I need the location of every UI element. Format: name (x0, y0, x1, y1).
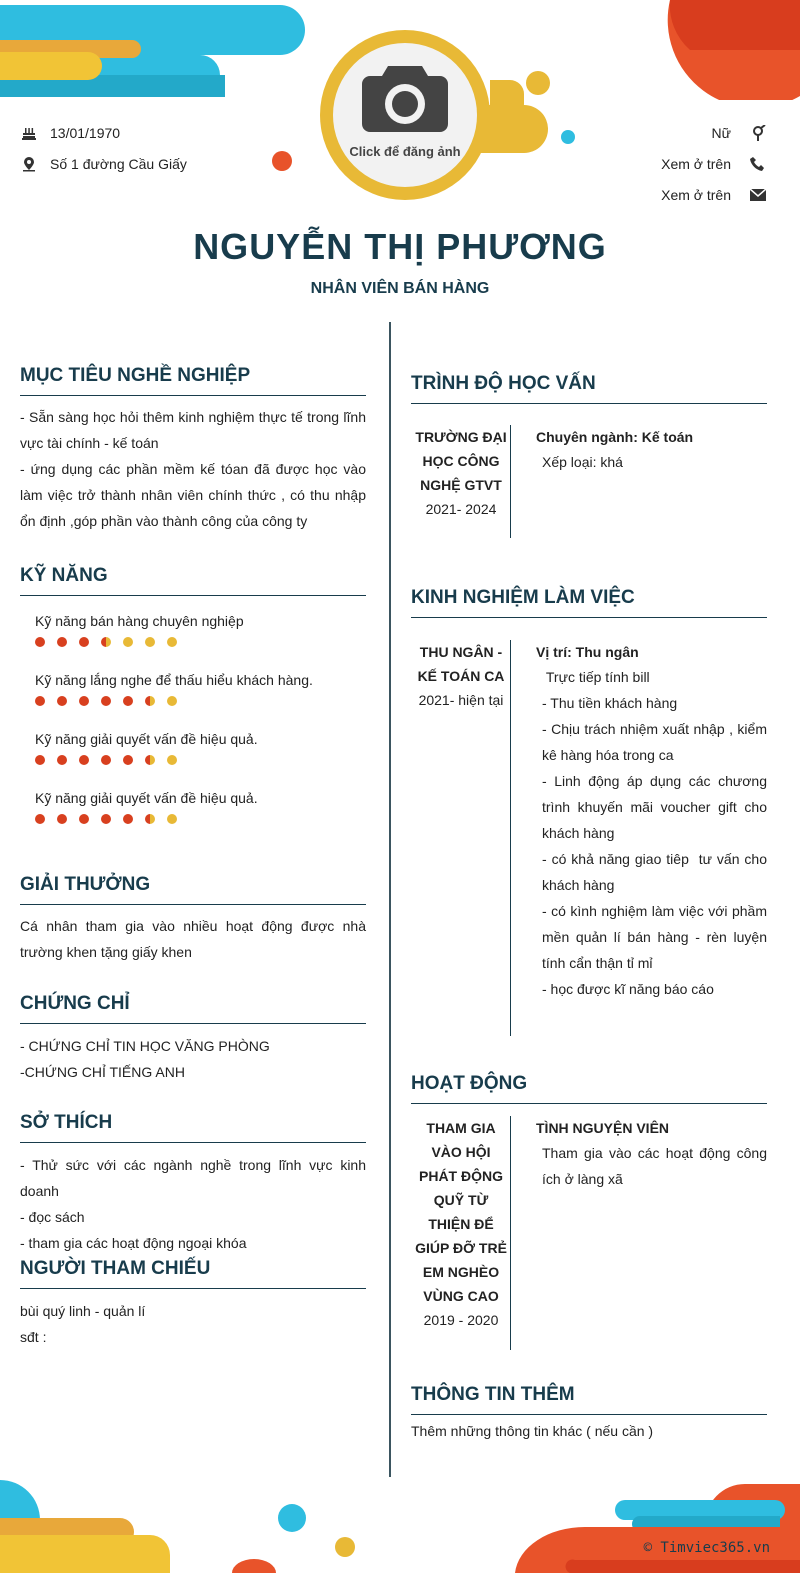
rating-dot (123, 755, 133, 765)
birthday-text: 13/01/1970 (50, 125, 121, 141)
job-title: NHÂN VIÊN BÁN HÀNG (310, 280, 490, 297)
activity-details (536, 1116, 767, 1192)
rating-dot (35, 696, 45, 706)
education-period: 2021- 2024 (425, 501, 497, 517)
skill-item (35, 611, 365, 647)
footer-copyright: © Timviec365.vn (643, 1540, 770, 1556)
skill-rating (35, 755, 365, 765)
entry-line (510, 640, 511, 1036)
birthday-row (20, 124, 120, 142)
column-divider (389, 322, 391, 1477)
section-title-activities: HOẠT ĐỘNG (411, 1073, 767, 1104)
bottom-left-decoration (0, 1480, 370, 1573)
experience-duty: - Linh động áp dụng các chương trình khuyến mãi voucher gift cho khách hàng (542, 773, 771, 841)
rating-dot (167, 755, 177, 765)
rating-dot (123, 814, 133, 824)
experience-duty: - Thu tiền khách hàng (542, 695, 678, 711)
education-grade: Xếp loại: khá (542, 454, 623, 470)
education-major: Chuyên ngành: Kế toán (536, 429, 694, 445)
experience-duty: - có kình nghiệm làm việc với phầm mền quản lí bán hàng - rèn luyện tính cẩn thận tỉ mỉ (542, 903, 771, 971)
section-title-awards: GIẢI THƯỞNG (20, 874, 366, 905)
experience-duty: - Chịu trách nhiệm xuất nhập , kiểm kê hàng hóa trong ca (542, 721, 771, 763)
section-title-career-goal: MỤC TIÊU NGHỀ NGHIỆP (20, 365, 366, 396)
school-name: TRƯỜNG ĐẠI HỌC CÔNG NGHỆ GTVT (415, 429, 507, 493)
hobby-item: - Thử sức với các ngành nghề trong lĩnh vực kinh doanh (20, 1157, 366, 1199)
education-entry (411, 425, 767, 539)
activity-entry (411, 1116, 767, 1350)
section-title-extra: THÔNG TIN THÊM (411, 1384, 767, 1415)
activity-text: Tham gia vào các hoạt động công ích ở làng xã (542, 1145, 767, 1187)
reference-item: bùi quý linh - quản lí (20, 1303, 146, 1319)
reference-item: sđt : (20, 1329, 47, 1345)
rating-dot (101, 637, 111, 647)
career-goal-line: - ứng dụng các phần mềm kế tóan đã được học vào làm việc trở thành nhân viên chính thức , có thu nhập ổn định ,góp phần vào thành công của công ty (20, 461, 366, 529)
rating-dot (79, 696, 89, 706)
address-text: Số 1 đường Cầu Giấy (50, 156, 187, 172)
address-row (20, 155, 187, 173)
top-right-decoration (660, 0, 800, 100)
certificate-item: - CHỨNG CHỈ TIN HỌC VĂNG PHÒNG (20, 1038, 270, 1054)
gender-row (712, 124, 767, 142)
skill-label: Kỹ năng giải quyết vấn đề hiệu quả. (35, 790, 258, 806)
hobby-item: - tham gia các hoạt động ngoại khóa (20, 1235, 247, 1251)
camera-icon[interactable] (360, 58, 450, 136)
experience-position: Vị trí: Thu ngân (536, 644, 639, 660)
skill-item (35, 729, 365, 765)
skill-item (35, 670, 365, 706)
rating-dot (57, 637, 67, 647)
rating-dot (35, 755, 45, 765)
cake-icon (20, 124, 38, 142)
email-row (661, 186, 767, 204)
skill-item (35, 788, 365, 824)
awards-text: Cá nhân tham gia vào nhiều hoạt động được nhà trường khen tặng giấy khen (20, 918, 366, 960)
entry-line (510, 1116, 511, 1350)
rating-dot (145, 696, 155, 706)
phone-text[interactable]: Xem ở trên (661, 156, 731, 172)
experience-duty: - có khả năng giao tiêp tư vấn cho khách hàng (542, 851, 771, 893)
rating-dot (101, 814, 111, 824)
section-title-experience: KINH NGHIỆM LÀM VIỆC (411, 587, 767, 618)
mail-icon (749, 186, 767, 204)
career-goal-line: - Sẵn sàng học hỏi thêm kinh nghiệm thực tế trong lĩnh vực tài chính - kế toán (20, 409, 366, 451)
section-title-hobbies: SỞ THÍCH (20, 1112, 366, 1143)
bottom-right-decoration (515, 1480, 800, 1573)
hobby-item: - đọc sách (20, 1209, 85, 1225)
education-details (536, 425, 767, 475)
rating-dot (123, 637, 133, 647)
hobbies-text (20, 1152, 366, 1256)
career-goal-text (20, 404, 366, 534)
gender-text: Nữ (711, 125, 731, 141)
skill-rating (35, 637, 365, 647)
email-text[interactable]: Xem ở trên (661, 187, 731, 203)
activity-period: 2019 - 2020 (423, 1312, 499, 1328)
rating-dot (145, 814, 155, 824)
experience-entry (411, 640, 771, 1036)
activity-org: THAM GIA VÀO HỘI PHÁT ĐỘNG QUỸ TỪ THIỆN ĐỂ GIÚP ĐỠ TRẺ EM NGHÈO VÙNG CAO (415, 1120, 507, 1304)
gender-icon (749, 124, 767, 142)
certificates-text (20, 1033, 366, 1085)
experience-duty: Trực tiếp tính bill (542, 669, 650, 685)
education-school-col (411, 425, 511, 521)
skill-label: Kỹ năng giải quyết vấn đề hiệu quả. (35, 731, 258, 747)
section-title-skills: KỸ NĂNG (20, 565, 366, 596)
rating-dot (35, 637, 45, 647)
extra-text: Thêm những thông tin khác ( nếu cần ) (411, 1423, 654, 1439)
section-title-references: NGƯỜI THAM CHIẾU (20, 1258, 366, 1289)
entry-line (510, 425, 511, 538)
upload-photo-label[interactable]: Click để đăng ảnh (349, 144, 461, 159)
rating-dot (79, 814, 89, 824)
rating-dot (35, 814, 45, 824)
skill-rating (35, 696, 365, 706)
experience-details (536, 640, 771, 1002)
skill-label: Kỹ năng lắng nghe để thấu hiểu khách hàng. (35, 672, 313, 688)
rating-dot (57, 696, 67, 706)
rating-dot (167, 814, 177, 824)
rating-dot (79, 755, 89, 765)
activity-role: TÌNH NGUYỆN VIÊN (536, 1120, 670, 1136)
certificate-item: -CHỨNG CHỈ TIẾNG ANH (20, 1064, 185, 1080)
activity-org-col (411, 1116, 511, 1332)
rating-dot (167, 637, 177, 647)
rating-dot (123, 696, 133, 706)
section-title-education: TRÌNH ĐỘ HỌC VẤN (411, 373, 767, 404)
full-name: NGUYỄN THỊ PHƯƠNG (193, 226, 607, 267)
rating-dot (145, 637, 155, 647)
rating-dot (145, 755, 155, 765)
skill-label: Kỹ năng bán hàng chuyên nghiệp (35, 613, 244, 629)
phone-row (661, 155, 767, 173)
rating-dot (79, 637, 89, 647)
experience-company-col (411, 640, 511, 712)
location-icon (20, 155, 38, 173)
company-name: THU NGÂN - KẾ TOÁN CA (417, 644, 505, 684)
section-title-certificates: CHỨNG CHỈ (20, 993, 366, 1024)
skill-rating (35, 814, 365, 824)
rating-dot (101, 696, 111, 706)
rating-dot (167, 696, 177, 706)
experience-duties (536, 664, 771, 1002)
rating-dot (101, 755, 111, 765)
experience-period: 2021- hiện tại (418, 692, 504, 708)
references-text (20, 1298, 366, 1350)
rating-dot (57, 755, 67, 765)
rating-dot (57, 814, 67, 824)
experience-duty: - học được kĩ năng báo cáo (542, 981, 714, 997)
phone-icon (749, 155, 767, 173)
